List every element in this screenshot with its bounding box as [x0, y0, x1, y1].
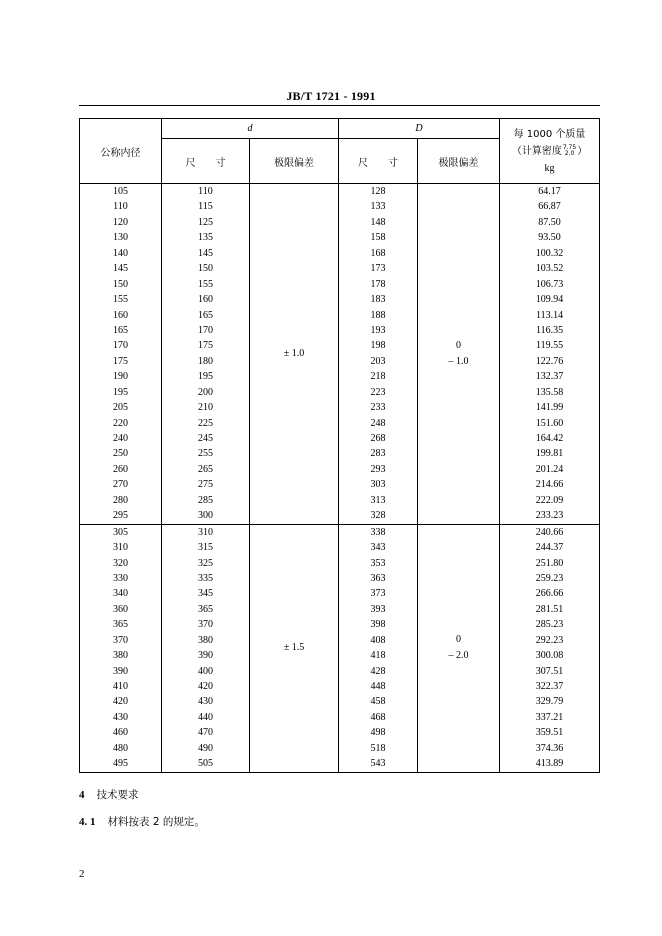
cell-nominal: 410: [80, 679, 162, 694]
cell-nominal: 250: [80, 446, 162, 461]
cell-d-size: 420: [162, 679, 250, 694]
cell-mass: 103.52: [500, 261, 600, 276]
cell-D-size: 303: [339, 477, 418, 492]
cell-d-size: 310: [162, 524, 250, 540]
cell-D-size: 193: [339, 323, 418, 338]
cell-D-size: 518: [339, 741, 418, 756]
cell-d-size: 165: [162, 308, 250, 323]
cell-nominal: 340: [80, 586, 162, 601]
table-row: [80, 215, 600, 230]
cell-D-size: 448: [339, 679, 418, 694]
cell-d-size: 210: [162, 400, 250, 415]
cell-mass: 292.23: [500, 633, 600, 648]
cell-D-size: 223: [339, 385, 418, 400]
cell-d-size: 200: [162, 385, 250, 400]
group-header-D: D: [339, 119, 500, 139]
cell-D-size: 363: [339, 571, 418, 586]
cell-D-tolerance: [418, 524, 500, 772]
cell-D-size: 313: [339, 493, 418, 508]
cell-nominal: 280: [80, 493, 162, 508]
cell-D-size: 353: [339, 556, 418, 571]
cell-d-size: 155: [162, 277, 250, 292]
cell-d-size: 125: [162, 215, 250, 230]
cell-D-size: 203: [339, 354, 418, 369]
cell-d-size: 180: [162, 354, 250, 369]
table-row: [80, 354, 600, 369]
cell-D-size: 248: [339, 416, 418, 431]
mass-unit: kg: [544, 162, 555, 174]
cell-mass: 135.58: [500, 385, 600, 400]
section-4-1: 4. 1 材料按表 2 的规定。: [79, 816, 205, 828]
cell-d-size: 470: [162, 725, 250, 740]
cell-D-size: 268: [339, 431, 418, 446]
page-number: 2: [79, 868, 85, 880]
cell-nominal: 480: [80, 741, 162, 756]
table-row: [80, 710, 600, 725]
table-row: [80, 446, 600, 461]
table-group-1: [80, 184, 600, 525]
table-row: [80, 586, 600, 601]
cell-mass: 374.36: [500, 741, 600, 756]
cell-d-size: 110: [162, 184, 250, 200]
cell-nominal: 165: [80, 323, 162, 338]
cell-mass: 199.81: [500, 446, 600, 461]
cell-mass: 109.94: [500, 292, 600, 307]
cell-nominal: 420: [80, 694, 162, 709]
cell-d-size: 170: [162, 323, 250, 338]
cell-d-size: 365: [162, 602, 250, 617]
table-row: [80, 756, 600, 772]
cell-nominal: 145: [80, 261, 162, 276]
table-row: [80, 664, 600, 679]
mass-header-line2: （计算密度 7.75 2.0 ）: [511, 143, 588, 157]
cell-mass: 201.24: [500, 462, 600, 477]
cell-mass: 233.23: [500, 508, 600, 524]
cell-D-tolerance: [418, 184, 500, 525]
table-row: [80, 308, 600, 323]
table-row: [80, 385, 600, 400]
table-row: [80, 556, 600, 571]
table-row: [80, 462, 600, 477]
table-row: [80, 648, 600, 663]
tolerance-lower: – 2.0: [448, 650, 469, 662]
cell-nominal: 140: [80, 246, 162, 261]
cell-D-size: 188: [339, 308, 418, 323]
cell-D-size: 328: [339, 508, 418, 524]
table-row: [80, 524, 600, 540]
cell-mass: 222.09: [500, 493, 600, 508]
standard-code-header: JB/T 1721 - 1991: [286, 89, 376, 103]
cell-mass: 281.51: [500, 602, 600, 617]
col-nominal-diameter: 公称内径: [80, 119, 162, 184]
cell-d-size: 265: [162, 462, 250, 477]
cell-mass: 87.50: [500, 215, 600, 230]
cell-D-size: 283: [339, 446, 418, 461]
cell-d-size: 370: [162, 617, 250, 632]
density-fraction: 7.75 2.0: [562, 143, 577, 157]
cell-nominal: 240: [80, 431, 162, 446]
mass-header-line1: 每 1000 个质量: [513, 128, 586, 140]
table-row: [80, 338, 600, 353]
cell-mass: 251.80: [500, 556, 600, 571]
cell-d-size: 195: [162, 369, 250, 384]
cell-D-size: 158: [339, 230, 418, 245]
cell-D-size: 218: [339, 369, 418, 384]
cell-d-size: 440: [162, 710, 250, 725]
section-heading-4: 4 技术要求: [79, 789, 139, 801]
cell-nominal: 195: [80, 385, 162, 400]
cell-D-size: 458: [339, 694, 418, 709]
cell-d-tolerance: ± 1.5: [250, 524, 339, 772]
tolerance-upper: 0: [456, 339, 461, 351]
cell-d-size: 490: [162, 741, 250, 756]
cell-nominal: 175: [80, 354, 162, 369]
cell-d-size: 160: [162, 292, 250, 307]
cell-nominal: 150: [80, 277, 162, 292]
cell-D-size: 468: [339, 710, 418, 725]
cell-nominal: 390: [80, 664, 162, 679]
cell-d-size: 150: [162, 261, 250, 276]
cell-D-size: 293: [339, 462, 418, 477]
cell-mass: 307.51: [500, 664, 600, 679]
cell-mass: 116.35: [500, 323, 600, 338]
cell-d-size: 145: [162, 246, 250, 261]
table-row: [80, 694, 600, 709]
header-divider: [79, 105, 600, 106]
cell-D-size: 338: [339, 524, 418, 540]
cell-d-size: 390: [162, 648, 250, 663]
cell-d-size: 430: [162, 694, 250, 709]
table-row: [80, 725, 600, 740]
cell-d-size: 115: [162, 199, 250, 214]
table-row: [80, 400, 600, 415]
cell-D-size: 198: [339, 338, 418, 353]
cell-nominal: 110: [80, 199, 162, 214]
cell-d-size: 400: [162, 664, 250, 679]
table-row: [80, 679, 600, 694]
cell-D-size: 148: [339, 215, 418, 230]
table-row: [80, 369, 600, 384]
cell-d-size: 300: [162, 508, 250, 524]
cell-mass: 122.76: [500, 354, 600, 369]
cell-nominal: 190: [80, 369, 162, 384]
cell-nominal: 295: [80, 508, 162, 524]
table-row: [80, 617, 600, 632]
cell-mass: 359.51: [500, 725, 600, 740]
table-row: [80, 477, 600, 492]
table-row: [80, 261, 600, 276]
cell-D-size: 408: [339, 633, 418, 648]
cell-D-size: 393: [339, 602, 418, 617]
cell-nominal: 360: [80, 602, 162, 617]
cell-mass: 214.66: [500, 477, 600, 492]
cell-nominal: 205: [80, 400, 162, 415]
cell-nominal: 305: [80, 524, 162, 540]
cell-mass: 244.37: [500, 540, 600, 555]
group-header-d: d: [162, 119, 339, 139]
table-row: [80, 277, 600, 292]
cell-D-size: 133: [339, 199, 418, 214]
cell-nominal: 220: [80, 416, 162, 431]
table-row: [80, 431, 600, 446]
tolerance-lower: – 1.0: [448, 355, 469, 367]
cell-d-size: 380: [162, 633, 250, 648]
cell-D-size: 418: [339, 648, 418, 663]
cell-nominal: 370: [80, 633, 162, 648]
col-D-tolerance: 极限偏差: [418, 139, 500, 184]
cell-nominal: 365: [80, 617, 162, 632]
cell-mass: 151.60: [500, 416, 600, 431]
cell-d-size: 335: [162, 571, 250, 586]
cell-mass: 266.66: [500, 586, 600, 601]
cell-d-size: 135: [162, 230, 250, 245]
cell-D-size: 183: [339, 292, 418, 307]
cell-nominal: 495: [80, 756, 162, 772]
table-row: [80, 633, 600, 648]
cell-d-size: 255: [162, 446, 250, 461]
cell-d-size: 345: [162, 586, 250, 601]
cell-nominal: 105: [80, 184, 162, 200]
cell-d-size: 285: [162, 493, 250, 508]
col-d-size: 尺 寸: [162, 139, 250, 184]
cell-d-size: 245: [162, 431, 250, 446]
cell-D-size: 343: [339, 540, 418, 555]
table-row: [80, 230, 600, 245]
cell-D-size: 173: [339, 261, 418, 276]
cell-D-size: 178: [339, 277, 418, 292]
cell-d-size: 315: [162, 540, 250, 555]
table-row: [80, 323, 600, 338]
col-d-tolerance: 极限偏差: [250, 139, 339, 184]
cell-d-size: 175: [162, 338, 250, 353]
cell-nominal: 320: [80, 556, 162, 571]
table-row: [80, 540, 600, 555]
cell-d-tolerance: ± 1.0: [250, 184, 339, 525]
cell-mass: 329.79: [500, 694, 600, 709]
col-mass-per-1000: [500, 119, 600, 184]
table-group-2: [80, 524, 600, 772]
cell-mass: 132.37: [500, 369, 600, 384]
cell-mass: 285.23: [500, 617, 600, 632]
table-row: [80, 184, 600, 200]
cell-mass: 93.50: [500, 230, 600, 245]
cell-nominal: 130: [80, 230, 162, 245]
cell-nominal: 430: [80, 710, 162, 725]
cell-mass: 66.87: [500, 199, 600, 214]
cell-d-size: 325: [162, 556, 250, 571]
col-D-size: 尺 寸: [339, 139, 418, 184]
cell-mass: 240.66: [500, 524, 600, 540]
cell-mass: 113.14: [500, 308, 600, 323]
table-row: [80, 571, 600, 586]
cell-mass: 164.42: [500, 431, 600, 446]
cell-nominal: 310: [80, 540, 162, 555]
cell-d-size: 505: [162, 756, 250, 772]
table-row: [80, 246, 600, 261]
cell-mass: 413.89: [500, 756, 600, 772]
cell-nominal: 380: [80, 648, 162, 663]
cell-mass: 100.32: [500, 246, 600, 261]
table-row: [80, 493, 600, 508]
cell-D-size: 498: [339, 725, 418, 740]
cell-nominal: 160: [80, 308, 162, 323]
cell-mass: 322.37: [500, 679, 600, 694]
cell-nominal: 155: [80, 292, 162, 307]
cell-d-size: 225: [162, 416, 250, 431]
cell-nominal: 270: [80, 477, 162, 492]
table-row: [80, 602, 600, 617]
table-row: [80, 199, 600, 214]
cell-D-size: 543: [339, 756, 418, 772]
table-row: [80, 508, 600, 524]
cell-mass: 106.73: [500, 277, 600, 292]
table-row: [80, 416, 600, 431]
cell-D-size: 128: [339, 184, 418, 200]
cell-D-size: 168: [339, 246, 418, 261]
cell-d-size: 275: [162, 477, 250, 492]
cell-mass: 300.08: [500, 648, 600, 663]
dimension-table: [79, 118, 600, 773]
cell-mass: 337.21: [500, 710, 600, 725]
cell-nominal: 260: [80, 462, 162, 477]
cell-nominal: 120: [80, 215, 162, 230]
cell-mass: 141.99: [500, 400, 600, 415]
table-row: [80, 741, 600, 756]
cell-D-size: 428: [339, 664, 418, 679]
cell-nominal: 460: [80, 725, 162, 740]
tolerance-upper: 0: [456, 634, 461, 646]
cell-mass: 259.23: [500, 571, 600, 586]
table-row: [80, 292, 600, 307]
cell-nominal: 330: [80, 571, 162, 586]
cell-mass: 64.17: [500, 184, 600, 200]
cell-D-size: 233: [339, 400, 418, 415]
cell-D-size: 373: [339, 586, 418, 601]
cell-nominal: 170: [80, 338, 162, 353]
cell-mass: 119.55: [500, 338, 600, 353]
cell-D-size: 398: [339, 617, 418, 632]
